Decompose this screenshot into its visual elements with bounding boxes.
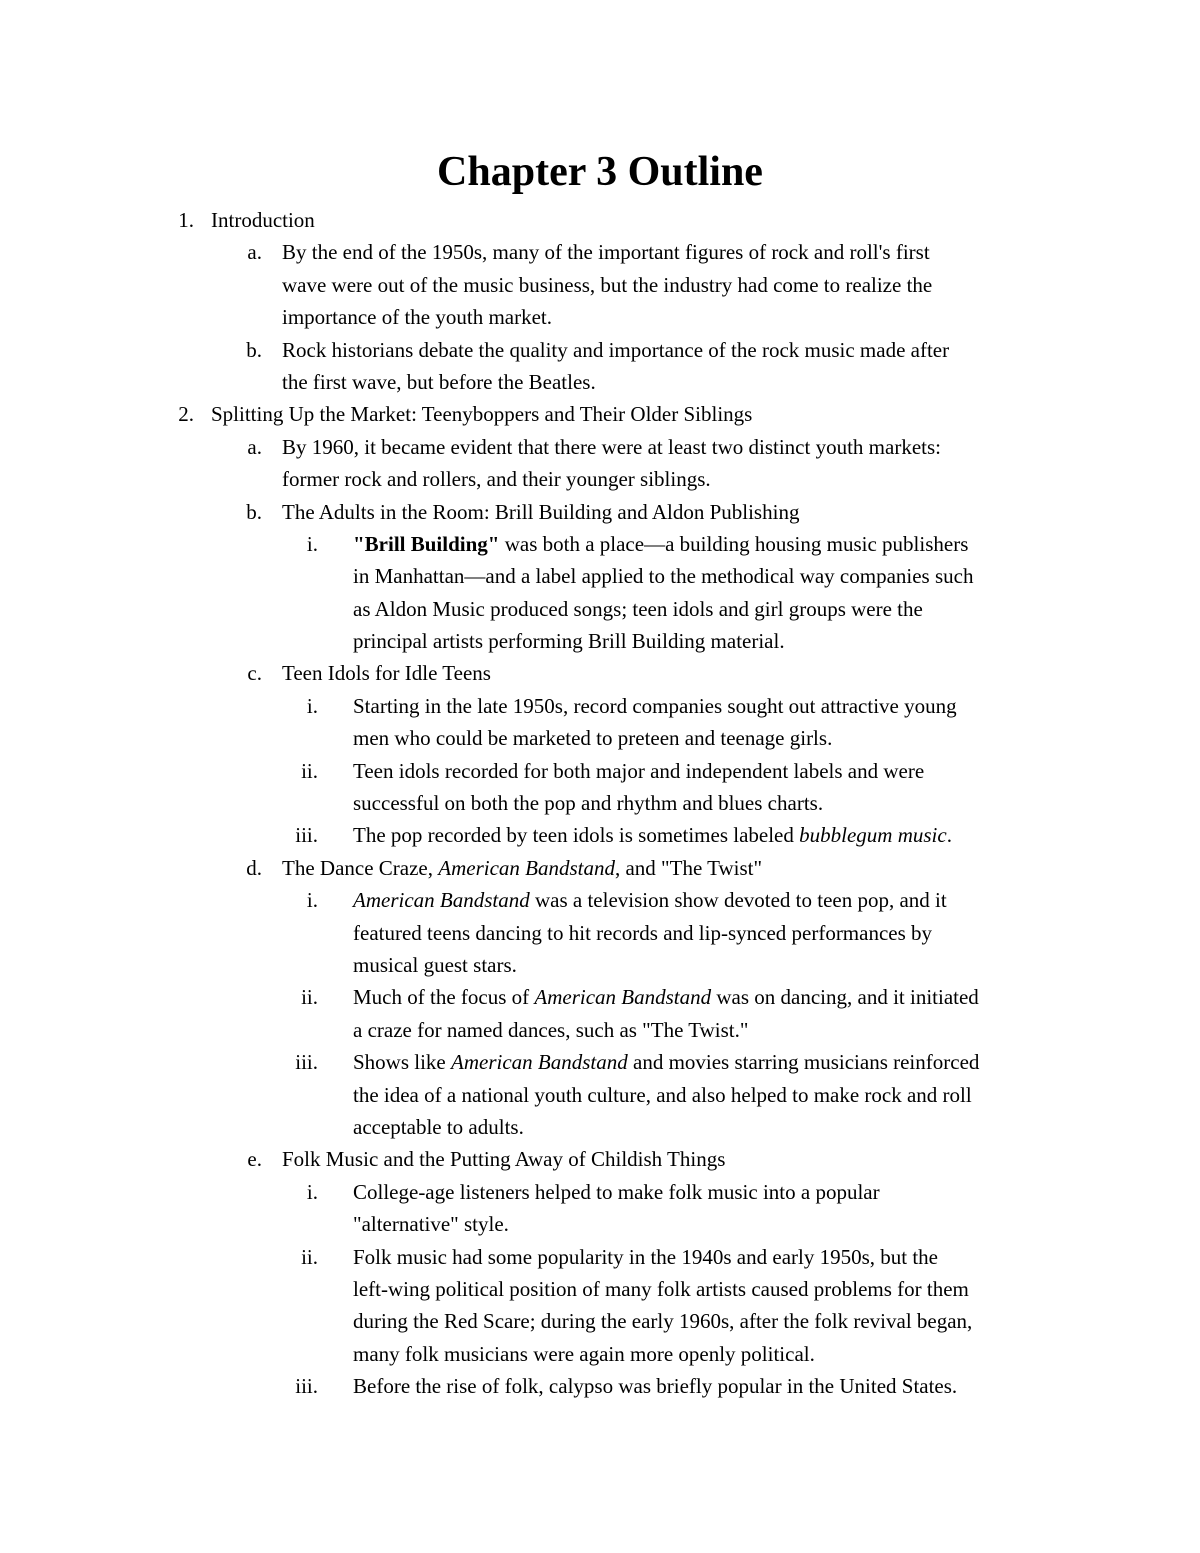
text-segment: By the end of the 1950s, many of the important figures of rock and roll's first xyxy=(282,240,930,265)
outline-item-level-1 xyxy=(0,204,1200,236)
outline-item-continuation xyxy=(0,269,1200,301)
outline-text xyxy=(353,1014,748,1046)
list-marker: i. xyxy=(306,693,318,718)
outline-text xyxy=(353,787,823,819)
outline-text xyxy=(282,496,799,528)
list-marker: a. xyxy=(247,434,262,459)
outline-item-level-2 xyxy=(0,334,1200,399)
outline-text xyxy=(353,1273,969,1305)
outline-item-continuation xyxy=(0,1338,1200,1370)
list-marker: ii. xyxy=(301,985,318,1010)
text-segment: during the Red Scare; during the early 1960s, after the folk revival began, xyxy=(353,1309,973,1334)
outline-item-line xyxy=(0,1143,1200,1175)
outline-text xyxy=(282,334,949,366)
text-segment: many folk musicians were again more openly political. xyxy=(353,1341,815,1366)
outline-item-continuation xyxy=(0,1079,1200,1111)
list-marker: a. xyxy=(247,240,262,265)
outline-item-level-3 xyxy=(0,755,1200,820)
outline-text xyxy=(282,366,596,398)
italic-title: American Bandstand xyxy=(451,1050,628,1075)
outline-item-line xyxy=(0,528,1200,560)
outline-item-line xyxy=(0,690,1200,722)
list-marker: b. xyxy=(246,499,262,524)
text-segment: left-wing political position of many folk artists caused problems for them xyxy=(353,1276,969,1301)
outline-text xyxy=(353,528,968,560)
outline-text xyxy=(353,917,932,949)
list-marker: c. xyxy=(247,661,262,686)
text-segment: By 1960, it became evident that there were at least two distinct youth markets: xyxy=(282,434,941,459)
text-segment: featured teens dancing to hit records and lip-synced performances by xyxy=(353,920,933,945)
list-marker: iii. xyxy=(295,1050,318,1075)
text-segment: musical guest stars. xyxy=(353,952,517,977)
outline-item-level-3 xyxy=(0,819,1200,851)
outline-item-continuation xyxy=(0,301,1200,333)
list-marker: i. xyxy=(306,1179,318,1204)
text-segment: as Aldon Music produced songs; teen idols and girl groups were the xyxy=(353,596,923,621)
outline-item-line xyxy=(0,981,1200,1013)
text-segment: Shows like xyxy=(353,1050,452,1075)
outline-text xyxy=(282,463,711,495)
outline-item-line xyxy=(0,1370,1200,1402)
text-segment: in Manhattan—and a label applied to the methodical way companies such xyxy=(353,564,974,589)
outline-item-continuation xyxy=(0,625,1200,657)
list-marker: iii. xyxy=(295,1374,318,1399)
outline-text xyxy=(211,398,752,430)
outline-text xyxy=(353,625,785,657)
outline-item-level-3 xyxy=(0,690,1200,755)
list-marker: 2. xyxy=(178,402,194,427)
outline-item-continuation xyxy=(0,949,1200,981)
outline-text xyxy=(353,1370,957,1402)
list-marker: d. xyxy=(246,855,262,880)
text-segment: men who could be marketed to preteen and teenage girls. xyxy=(353,726,833,751)
text-segment: Before the rise of folk, calypso was briefly popular in the United States. xyxy=(353,1374,958,1399)
text-segment: wave were out of the music business, but the industry had come to realize the xyxy=(282,272,933,297)
list-marker: i. xyxy=(306,531,318,556)
outline-item-level-2 xyxy=(0,236,1200,333)
outline-text xyxy=(353,949,517,981)
outline-text xyxy=(211,204,315,236)
outline-text xyxy=(353,819,952,851)
text-segment: importance of the youth market. xyxy=(282,305,552,330)
outline-item-continuation xyxy=(0,366,1200,398)
text-segment: the first wave, but before the Beatles. xyxy=(282,369,596,394)
text-segment: The pop recorded by teen idols is sometimes labeled xyxy=(353,823,800,848)
text-segment: Folk music had some popularity in the 1940s and early 1950s, but the xyxy=(353,1244,939,1269)
text-segment: Rock historians debate the quality and importance of the rock music made after xyxy=(282,337,950,362)
outline-text xyxy=(282,431,941,463)
outline-item-level-3 xyxy=(0,528,1200,658)
text-segment: the idea of a national youth culture, and also helped to make rock and roll xyxy=(353,1082,972,1107)
outline-item-continuation xyxy=(0,1014,1200,1046)
outline-text xyxy=(353,1111,524,1143)
list-marker: iii. xyxy=(295,823,318,848)
text-segment: College-age listeners helped to make folk music into a popular xyxy=(353,1179,880,1204)
text-segment: principal artists performing Brill Building material. xyxy=(353,629,785,654)
outline-text xyxy=(353,1046,979,1078)
outline-item-continuation xyxy=(0,917,1200,949)
italic-title: American Bandstand xyxy=(353,888,530,913)
outline-text xyxy=(282,301,552,333)
text-segment: Starting in the late 1950s, record companies sought out attractive young xyxy=(353,693,957,718)
text-segment: The Dance Craze, xyxy=(282,855,439,880)
outline-item-level-3 xyxy=(0,1370,1200,1402)
outline-item-line xyxy=(0,819,1200,851)
page-title: Chapter 3 Outline xyxy=(437,149,763,195)
outline-text xyxy=(353,690,957,722)
outline-item-continuation xyxy=(0,1305,1200,1337)
outline-text xyxy=(353,755,924,787)
outline-item-level-2 xyxy=(0,496,1200,528)
outline-item-continuation xyxy=(0,787,1200,819)
outline-text xyxy=(353,981,979,1013)
text-segment: Teen idols recorded for both major and independent labels and were xyxy=(353,758,925,783)
outline-item-continuation xyxy=(0,1111,1200,1143)
outline-item-continuation xyxy=(0,560,1200,592)
outline-text xyxy=(353,560,973,592)
text-segment: Splitting Up the Market: Teenyboppers and Their Older Siblings xyxy=(211,402,753,427)
outline-item-line xyxy=(0,1241,1200,1273)
italic-title: bubblegum music xyxy=(799,823,947,848)
outline-item-level-2 xyxy=(0,431,1200,496)
text-segment: Folk Music and the Putting Away of Childish Things xyxy=(282,1147,726,1172)
outline-item-line xyxy=(0,852,1200,884)
outline-item-line xyxy=(0,755,1200,787)
outline-item-line xyxy=(0,1046,1200,1078)
outline-text xyxy=(353,1241,938,1273)
text-segment: acceptable to adults. xyxy=(353,1114,524,1139)
text-segment: was a television show devoted to teen pop, and it xyxy=(529,888,947,913)
italic-title: American Bandstand xyxy=(534,985,712,1010)
text-segment: Introduction xyxy=(211,208,315,232)
list-marker: 1. xyxy=(178,208,194,232)
outline-item-level-1 xyxy=(0,398,1200,430)
outline-text xyxy=(282,269,932,301)
outline-item-line xyxy=(0,884,1200,916)
outline-item-line xyxy=(0,496,1200,528)
text-segment: , and "The Twist" xyxy=(614,855,763,880)
text-segment: Teen Idols for Idle Teens xyxy=(282,661,491,686)
outline-item-line xyxy=(0,1176,1200,1208)
text-segment: successful on both the pop and rhythm and blues charts. xyxy=(353,791,824,816)
outline-list xyxy=(0,204,1200,1402)
outline-item-level-2 xyxy=(0,1143,1200,1175)
outline-text xyxy=(353,1208,509,1240)
text-segment: was both a place—a building housing music publishers xyxy=(499,531,969,556)
bold-term: "Brill Building" xyxy=(353,531,500,556)
outline-item-continuation xyxy=(0,593,1200,625)
outline-item-level-3 xyxy=(0,884,1200,981)
outline-text xyxy=(353,593,923,625)
outline-text xyxy=(353,1305,972,1337)
outline-text xyxy=(353,722,832,754)
text-segment: former rock and rollers, and their younger siblings. xyxy=(282,467,711,492)
outline-item-continuation xyxy=(0,1208,1200,1240)
outline-item-level-3 xyxy=(0,981,1200,1046)
outline-text xyxy=(353,1176,880,1208)
outline-item-line xyxy=(0,398,1200,430)
text-segment: Much of the focus of xyxy=(353,985,535,1010)
outline-text xyxy=(353,884,947,916)
text-segment: "alternative" style. xyxy=(353,1212,509,1237)
text-segment: a craze for named dances, such as "The Twist." xyxy=(353,1017,749,1042)
list-marker: b. xyxy=(246,337,262,362)
outline-text xyxy=(353,1079,972,1111)
outline-text xyxy=(282,236,930,268)
outline-item-level-2 xyxy=(0,657,1200,689)
list-marker: ii. xyxy=(301,758,318,783)
outline-item-continuation xyxy=(0,463,1200,495)
outline-item-continuation xyxy=(0,1273,1200,1305)
outline-text xyxy=(353,1338,815,1370)
list-marker: e. xyxy=(247,1147,262,1172)
text-segment: The Adults in the Room: Brill Building and Aldon Publishing xyxy=(282,499,800,524)
italic-title: American Bandstand xyxy=(438,855,615,880)
outline-item-continuation xyxy=(0,722,1200,754)
text-segment: and movies starring musicians reinforced xyxy=(627,1050,980,1075)
outline-item-line xyxy=(0,431,1200,463)
outline-item-level-3 xyxy=(0,1176,1200,1241)
outline-item-line xyxy=(0,236,1200,268)
outline-item-level-3 xyxy=(0,1241,1200,1371)
list-marker: ii. xyxy=(301,1244,318,1269)
outline-text xyxy=(282,1143,725,1175)
text-segment: was on dancing, and it initiated xyxy=(711,985,979,1010)
outline-item-line xyxy=(0,204,1200,236)
text-segment: . xyxy=(946,823,952,848)
outline-item-line xyxy=(0,334,1200,366)
outline-text xyxy=(282,852,762,884)
outline-item-level-2 xyxy=(0,852,1200,884)
outline-item-level-3 xyxy=(0,1046,1200,1143)
outline-item-line xyxy=(0,657,1200,689)
list-marker: i. xyxy=(306,888,318,913)
outline-text xyxy=(282,657,491,689)
